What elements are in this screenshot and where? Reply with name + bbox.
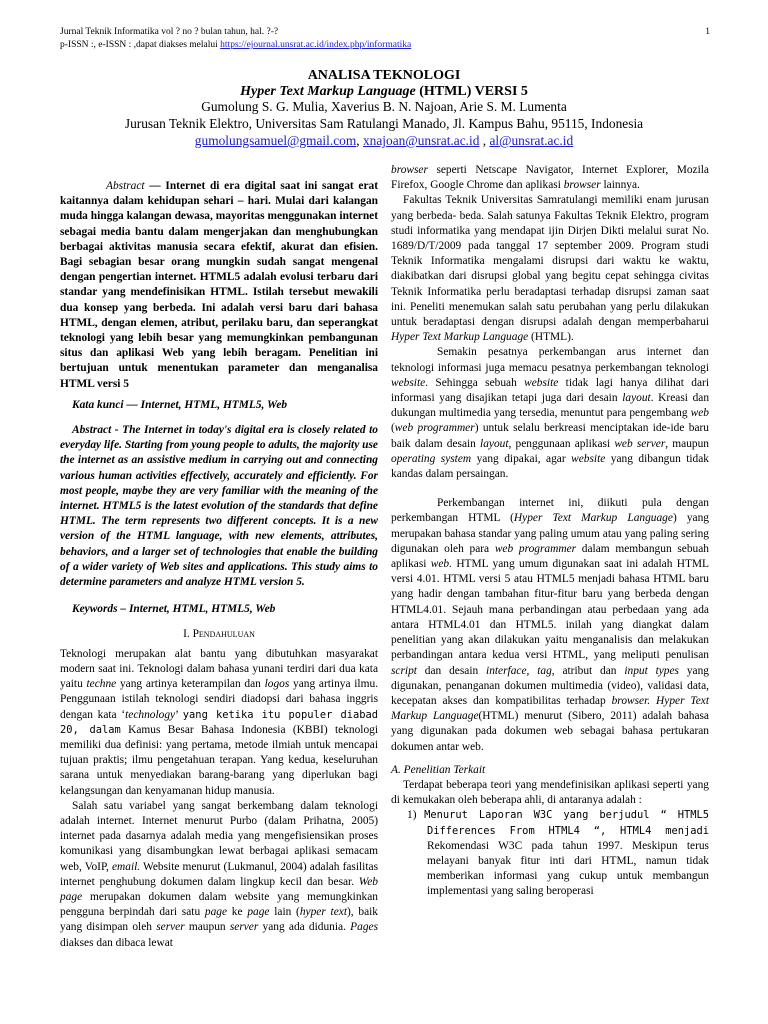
- r4-text-d: HTML yang umum digunakan saat ini adalah HTML versi 4.01. HTML versi 5 atau HTML5 menjadi bahasa HTML baru yang hadir dengan tambahan fitur-fitur baru yang berbeda dengan HTML4.01. Sejauh mana perbandingan atau perbedaan yang ada antara HTML4.01 dan HTML5. inilah yang diangkat dalam penelitian yang akan dilakukan yaitu menganalisis dan melakukan perbandingan antara kedua versi HTML, yang meliputi penulisan: [391, 558, 709, 662]
- p2-hypertext: hyper text: [299, 906, 347, 919]
- r3-layout2: layout: [480, 437, 509, 450]
- left-column: [60, 163, 378, 951]
- r3-text-c: tidak lagi hanya dilihat dari informasi yang disajikan tetapi juga dari desain: [391, 376, 709, 405]
- section-title: Pendahuluan: [192, 628, 255, 641]
- r4-web: web.: [430, 558, 452, 571]
- paragraph-fakultas: [391, 193, 709, 345]
- p1-text-a: Teknologi merupakan alat bantu yang dibutuhkan masyarakat modern saat ini. Teknologi dalam bahasa yunani terdiri dari dua kata yaitu: [60, 647, 378, 691]
- email-link-2[interactable]: xnajoan@unsrat.ac.id: [362, 133, 480, 148]
- r1-browser2: browser: [563, 179, 601, 192]
- p2-text-c: merupakan dokumen dalam website yang memungkinkan pengguna berpindah dari satu: [60, 890, 378, 919]
- r3-os: operating system: [391, 452, 472, 465]
- p1-logos: logos: [264, 678, 290, 691]
- authors: Gumolung S. G. Mulia, Xaverius B. N. Najoan, Arie S. M. Lumenta: [201, 99, 567, 114]
- p2-text-h: yang ada didunia.: [258, 921, 351, 934]
- abstract-en: Abstract - The Internet in today's digital era is closely related to everyday life. Starting from young people to adults, the majority use the internet as an assistive medium in carrying out and connecting various human activities effectively, accurately and efficiently. For most people, maybe they are very familiar with the meaning of the internet. HTML5 is the latest evolution of the standards that define HTML. The term represents two different concepts. It is a new version of the HTML language, with new elements, attributes, behaviors, and a larger set of technologies that enable the building of a wider variety of Web sites and applications. This study aims to determine parameters and analyze HTML version 5.: [60, 424, 378, 589]
- p2-text-d: ke: [227, 906, 248, 919]
- running-header: [60, 26, 710, 52]
- list-mono: Menurut Laporan W3C yang berjudul “ HTML5 Differences From HTML4 “, HTML4 menjadi: [424, 809, 709, 837]
- email-sep-1: ,: [356, 133, 363, 148]
- r4-text-g: yang digunakan, penanganan dokumen multimedia (video), validasi data, kecepatan akses dan kompatibilitas terhadap: [391, 664, 709, 707]
- p2-text-e: lain (: [269, 906, 300, 919]
- abstrak-text: — Internet di era digital saat ini sangat erat kaitannya dalam kehidupan sehari – hari. Mulai dari kalangan muda hingga kalangan dewasa, mayoritas menggunakan internet sebagai media bantu dalam mengerjakan dan menghubungkan berbagai aktivitas manusia secara efektif, akurat dan efisien. Bagi sebagian besar orang mungkin sudah sangat mengenal dengan pengertian internet. HTML5 adalah evolusi terbaru dari standar yang mendefinisikan HTML. Istilah tersebut mewakili dua konsep yang berbeda. Ini adalah versi baru dari bahasa HTML, dengan elemen, atribut, perilaku baru, dan seperangkat teknologi yang lebih besar yang memungkinkan pembangunan situs dan aplikasi Web yang lebih beragam. Penelitian ini bertujuan untuk menentukan parameter dan menganalisa HTML versi 5: [60, 180, 378, 390]
- p2-server2: server: [229, 921, 259, 934]
- r3-layout: layout: [622, 392, 651, 405]
- r3-webprog: web programmer: [394, 422, 475, 435]
- r2-text: Fakultas Teknik Universitas Samratulangi memiliki enam jurusan yang berbeda- beda. Salah satunya Fakultas Teknik Elektro, program studi informatika yang mendapat ijin Dirjen Dikti melalui surat No. 1689/D/T/2009 pada tanggal 17 september 2009. Program studi Teknik Informatika mengalami disrupsi dari waktu ke waktu, diakibatkan dari disrupsi global yang begitu cepat sehingga civitas Teknik Informatika perlu beradaptasi terhadap disrupsi zaman saat ini. Peneliti menemukan salah satu perubahan yang perlu dilakukan untuk beradaptasi dengan disrupsi adalah dengan memperbaharui: [391, 194, 709, 329]
- r4-browser: browser.: [611, 694, 651, 707]
- p1-text-b: yang artinya keterampilan dan: [116, 678, 265, 691]
- r2-html: Hyper Text Markup Language: [391, 331, 529, 344]
- p1-text-e: Kamus Besar Bahasa Indonesia (KBBI) teknologi memiliki dua definisi: yang pertama, metode ilmiah untuk mencapai tujuan praktis; ilmu pengetahuan terapan. Yang kedua, keseluruhan sarana untuk menyediakan barang-barang yang diperlukan bagi kelangsungan dan kenyamanan hidup manusia.: [60, 723, 378, 797]
- p2-email: email.: [111, 860, 141, 873]
- r3-text-j: yang dibangun tidak kandas dalam persaingan.: [391, 452, 710, 481]
- r4-text-i: (HTML) menurut (Sibero, 2011) adalah bahasa yang digunakan pada dokumen web sebagai bahasa pertukaran dokumen antar web.: [391, 710, 709, 753]
- p1-text-c: yang artinya ilmu. Penggunaan istilah teknologi sendiri diadopsi dari bahasa inggris dengan kata ‘: [60, 678, 378, 721]
- r3-website3: website: [571, 452, 606, 465]
- r3-website2: website: [524, 376, 559, 389]
- right-column: [391, 163, 709, 900]
- p2-page1: page: [204, 906, 228, 919]
- p1-mono: yang ketika itu populer diabad 20, dalam: [60, 708, 379, 736]
- p2-server1: server: [156, 921, 185, 934]
- page-number: 1: [705, 27, 710, 37]
- section-heading-pendahuluan: [60, 627, 378, 642]
- r3-text-f: ) untuk selalu berkreasi menciptakan ide-ide baru baik dalam desain: [391, 422, 709, 450]
- r3-text-g: , penggunaan aplikasi: [508, 437, 615, 450]
- r4-text-f: , atribut dan: [551, 664, 625, 677]
- abstrak-id: [60, 179, 378, 392]
- keywords: Keywords – Internet, HTML, HTML5, Web: [72, 603, 276, 616]
- r2-end: (HTML).: [528, 331, 574, 344]
- r1-browser: browser: [391, 164, 428, 176]
- p2-text-f: ), baik yang disimpan oleh: [60, 906, 379, 934]
- r3-website: website: [391, 376, 426, 389]
- p2-page2: page: [247, 906, 270, 919]
- p1-technology: technology: [125, 708, 176, 721]
- p1-text-d: ’: [175, 708, 183, 721]
- r3-text-d: . Kreasi dan dukungan multimedia yang tersedia, menuntut para pengembang: [391, 392, 710, 420]
- list-item: [407, 808, 709, 899]
- paragraph-website: [391, 345, 709, 482]
- r4-html2: Hyper Text Markup Language: [391, 694, 709, 723]
- journal-line: Jurnal Teknik Informatika vol ? no ? bulan tahun, hal. ?-?: [60, 27, 279, 37]
- title-rest: (HTML) VERSI 5: [415, 84, 528, 99]
- section-number: I.: [183, 628, 193, 641]
- r3-text-h: , maupun: [665, 437, 709, 450]
- subsection-heading: A. Penelitian Terkait: [391, 763, 486, 776]
- r4-text-a: Perkembangan internet ini, diikuti pula dengan perkembangan HTML (: [391, 497, 709, 525]
- author-emails: [40, 133, 728, 149]
- r3-text-b: . Sehingga sebuah: [425, 376, 525, 389]
- list-text: Rekomendasi W3C pada tahun 1997. Meskipun terus melayani banyak fitur inti dari HTML, namun tidak memberikan informasi yang cukup untuk membangun implementasi yang saling beroperasi: [427, 839, 709, 898]
- r1-text-a: seperti Netscape Navigator, Internet Explorer, Mozila Firefox, Google Chrome dan aplikasi: [391, 164, 709, 192]
- journal-url-link[interactable]: https://ejournal.unsrat.ac.id/index.php/informatika: [220, 40, 412, 50]
- p2-pages: Pages: [350, 921, 379, 934]
- p2-text-i: diakses dan dibaca lewat: [60, 936, 173, 949]
- email-sep-2: ,: [479, 133, 490, 148]
- r4-text-c: dalam membangun sebuah aplikasi: [391, 542, 709, 571]
- r4-input: input types: [624, 664, 679, 677]
- r4-text-b: ) yang merupakan bahasa standar yang paling umum atau yang paling sering digunakan oleh para: [391, 512, 709, 555]
- p2-text-b: Website menurut (Lukmanul, 2004) adalah fasilitas internet penghubung dokumen dalam lingkup kecil dan besar.: [60, 860, 378, 888]
- paragraph-teknologi: [60, 647, 378, 799]
- r4-text-e: dan desain: [416, 664, 487, 677]
- email-link-3[interactable]: al@unsrat.ac.id: [489, 133, 574, 148]
- r4-script: script: [391, 664, 417, 677]
- r1-text-b: lainnya.: [600, 179, 640, 192]
- issn-text: p-ISSN :, e-ISSN : ,dapat diakses melalui: [60, 40, 221, 50]
- r3-webserver: web server: [614, 437, 666, 450]
- p1-techne: techne: [86, 678, 117, 691]
- r4-html: Hyper Text Markup Language: [513, 512, 673, 525]
- paragraph-teori: Terdapat beberapa teori yang mendefinisikan aplikasi seperti yang di kemukakan oleh beberapa ahli, di antaranya adalah :: [391, 778, 709, 807]
- abstrak-label: Abstract: [106, 180, 145, 192]
- paragraph-perkembangan-html: [391, 496, 709, 754]
- paragraph-browser: [391, 163, 709, 193]
- affiliation: Jurusan Teknik Elektro, Universitas Sam Ratulangi Manado, Jl. Kampus Bahu, 95115, Indonesia: [124, 116, 644, 131]
- r4-webprog: web programmer: [494, 542, 577, 555]
- paragraph-internet: [60, 799, 378, 951]
- r3-text-i: yang dipakai, agar: [471, 452, 572, 465]
- title-line-1: ANALISA TEKNOLOGI: [307, 68, 461, 83]
- p2-webpage: Web page: [60, 875, 378, 903]
- p2-text-g: maupun: [184, 921, 230, 934]
- r3-web: web: [690, 407, 709, 420]
- kata-kunci: Kata kunci — Internet, HTML, HTML5, Web: [72, 398, 288, 411]
- email-link-1[interactable]: gumolungsamuel@gmail.com: [194, 133, 357, 148]
- title-line-2: [40, 84, 728, 100]
- r4-iface: interface, tag: [486, 664, 552, 677]
- r3-text-a: Semakin pesatnya perkembangan arus internet dan teknologi informasi juga memacu pesatnya perkembangan teknologi: [391, 346, 709, 374]
- title-italic: Hyper Text Markup Language: [240, 84, 416, 99]
- issn-line: [60, 39, 710, 52]
- r3-text-e: (: [391, 422, 395, 435]
- list-number: 1): [407, 809, 425, 822]
- p2-text-a: Salah satu variabel yang sangat berkembang dalam teknologi adalah internet. Internet menurut Purbo (dalam Prihatna, 2005) internet pada dasarnya adalah media yang mengefisiensikan proses komunikasi yang disambungkan lewat berbagai aplikasi semacam web, VoIP,: [60, 799, 378, 873]
